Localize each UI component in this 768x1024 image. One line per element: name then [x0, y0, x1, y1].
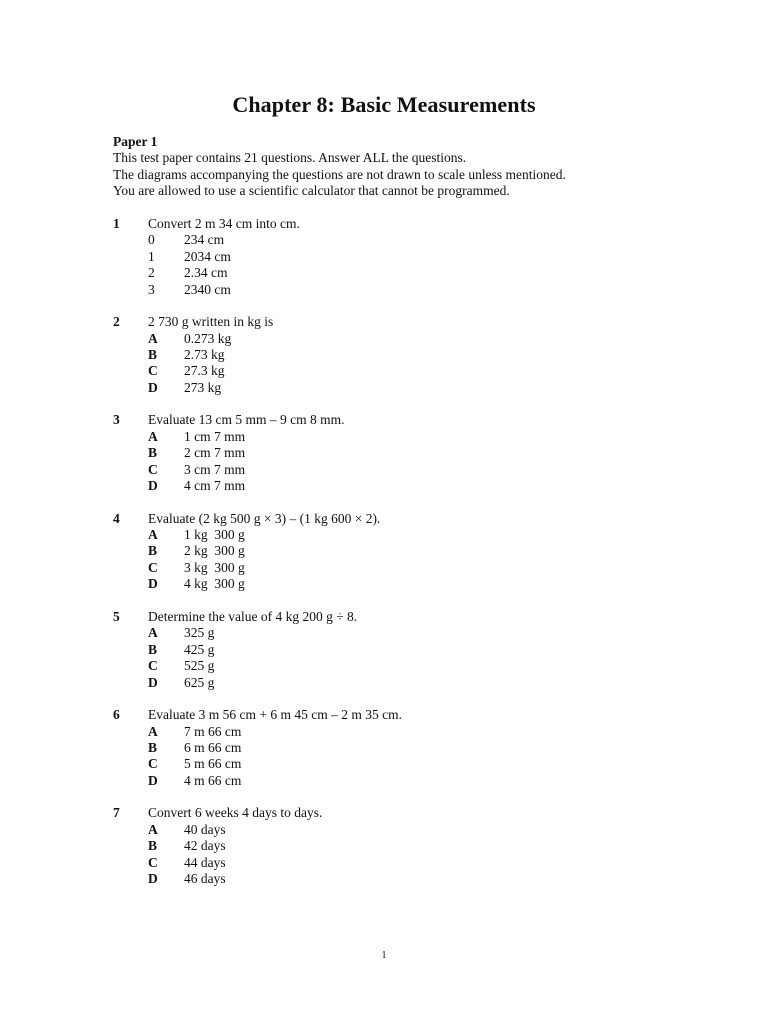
option-text: 325 g — [184, 625, 215, 641]
question-text: Evaluate 3 m 56 cm + 6 m 45 cm – 2 m 35 cm. — [148, 707, 402, 723]
option-letter: B — [148, 641, 158, 657]
question-6 — [113, 707, 402, 789]
option-text: 3 kg 300 g — [184, 559, 245, 575]
option-text: 2 kg 300 g — [184, 543, 245, 559]
option-letter: D — [148, 674, 158, 690]
option-text: 4 cm 7 mm — [184, 478, 246, 494]
option-letter: A — [148, 428, 158, 444]
answer-option — [148, 363, 402, 379]
option-letter: 3 — [148, 281, 155, 297]
answer-option — [148, 855, 402, 871]
option-letter: B — [148, 347, 158, 363]
option-letter: 1 — [148, 248, 155, 264]
option-letter: C — [148, 363, 158, 379]
answer-option — [148, 724, 402, 740]
option-text: 42 days — [184, 838, 226, 854]
answer-option — [148, 478, 402, 494]
answer-option — [148, 560, 402, 576]
option-text: 2340 cm — [184, 281, 231, 297]
question-4 — [113, 511, 402, 593]
instruction-line: You are allowed to use a scientific calculator that cannot be programmed. — [113, 183, 510, 199]
paper-label: Paper 1 — [113, 134, 158, 149]
answer-option — [148, 429, 402, 445]
question-text: 2 730 g written in kg is — [148, 314, 274, 330]
option-text: 234 cm — [184, 232, 225, 248]
option-letter: C — [148, 559, 158, 575]
answer-option — [148, 822, 402, 838]
answer-option — [148, 282, 402, 298]
option-letter: A — [148, 527, 158, 543]
question-number: 5 — [113, 608, 120, 624]
option-letter: C — [148, 854, 158, 870]
option-text: 3 cm 7 mm — [184, 461, 246, 477]
question-text: Convert 6 weeks 4 days to days. — [148, 805, 323, 821]
answer-option — [148, 249, 402, 265]
option-letter: D — [148, 772, 158, 788]
question-text: Convert 2 m 34 cm into cm. — [148, 216, 300, 231]
answer-option — [148, 347, 402, 363]
answer-option — [148, 331, 402, 347]
option-letter: C — [148, 756, 158, 772]
option-text: 4 m 66 cm — [184, 772, 242, 788]
question-list — [113, 216, 402, 904]
page-title: Chapter 8: Basic Measurements — [232, 92, 536, 117]
question-number: 1 — [113, 216, 120, 231]
option-text: 40 days — [184, 821, 226, 837]
option-text: 46 days — [184, 870, 226, 886]
question-7 — [113, 805, 402, 887]
instruction-line: The diagrams accompanying the questions are not drawn to scale unless mentioned. — [113, 166, 566, 182]
answer-option — [148, 675, 402, 691]
option-letter: A — [148, 723, 158, 739]
option-letter: B — [148, 543, 158, 559]
option-text: 4 kg 300 g — [184, 576, 245, 592]
answer-option — [148, 576, 402, 592]
question-text: Determine the value of 4 kg 200 g ÷ 8. — [148, 608, 358, 624]
option-text: 273 kg — [184, 379, 222, 395]
option-letter: D — [148, 576, 158, 592]
option-letter: B — [148, 838, 158, 854]
option-text: 2.34 cm — [184, 265, 228, 281]
option-letter: D — [148, 379, 158, 395]
option-letter: C — [148, 461, 158, 477]
question-1 — [113, 216, 402, 298]
question-2 — [113, 314, 402, 396]
answer-option — [148, 380, 402, 396]
question-number: 6 — [113, 707, 120, 723]
option-letter: 2 — [148, 265, 155, 281]
answer-option — [148, 265, 402, 281]
question-number: 2 — [113, 314, 120, 330]
option-letter: 0 — [148, 232, 155, 248]
answer-option — [148, 232, 402, 248]
instruction-line: This test paper contains 21 questions. Answer ALL the questions. — [113, 150, 467, 166]
answer-option — [148, 445, 402, 461]
question-text: Evaluate 13 cm 5 mm – 9 cm 8 mm. — [148, 412, 345, 428]
answer-option — [148, 740, 402, 756]
option-text: 1 kg 300 g — [184, 527, 245, 543]
option-letter: D — [148, 870, 158, 886]
instructions — [113, 134, 566, 200]
option-text: 5 m 66 cm — [184, 756, 242, 772]
answer-option — [148, 625, 402, 641]
option-text: 1 cm 7 mm — [184, 428, 246, 444]
option-text: 2.73 kg — [184, 347, 225, 363]
option-text: 2 cm 7 mm — [184, 445, 246, 461]
option-text: 0.273 kg — [184, 330, 232, 346]
option-letter: A — [148, 821, 158, 837]
answer-option — [148, 756, 402, 772]
option-letter: D — [148, 478, 158, 494]
option-letter: A — [148, 330, 158, 346]
answer-option — [148, 838, 402, 854]
answer-option — [148, 543, 402, 559]
question-5 — [113, 609, 402, 691]
option-text: 27.3 kg — [184, 363, 225, 379]
option-letter: B — [148, 445, 158, 461]
answer-option — [148, 527, 402, 543]
answer-option — [148, 871, 402, 887]
option-text: 6 m 66 cm — [184, 739, 242, 755]
option-letter: C — [148, 658, 158, 674]
question-3 — [113, 412, 402, 494]
option-text: 425 g — [184, 641, 215, 657]
option-text: 7 m 66 cm — [184, 723, 242, 739]
option-letter: B — [148, 739, 158, 755]
answer-option — [148, 773, 402, 789]
answer-option — [148, 462, 402, 478]
option-text: 525 g — [184, 658, 215, 674]
question-number: 3 — [113, 412, 120, 428]
question-text: Evaluate (2 kg 500 g × 3) – (1 kg 600 × 2). — [148, 510, 381, 526]
option-text: 2034 cm — [184, 248, 231, 264]
question-number: 4 — [113, 510, 120, 526]
option-text: 44 days — [184, 854, 226, 870]
question-number: 7 — [113, 805, 120, 821]
option-text: 625 g — [184, 674, 215, 690]
option-letter: A — [148, 625, 158, 641]
answer-option — [148, 642, 402, 658]
page-number: 1 — [381, 950, 387, 961]
answer-option — [148, 658, 402, 674]
